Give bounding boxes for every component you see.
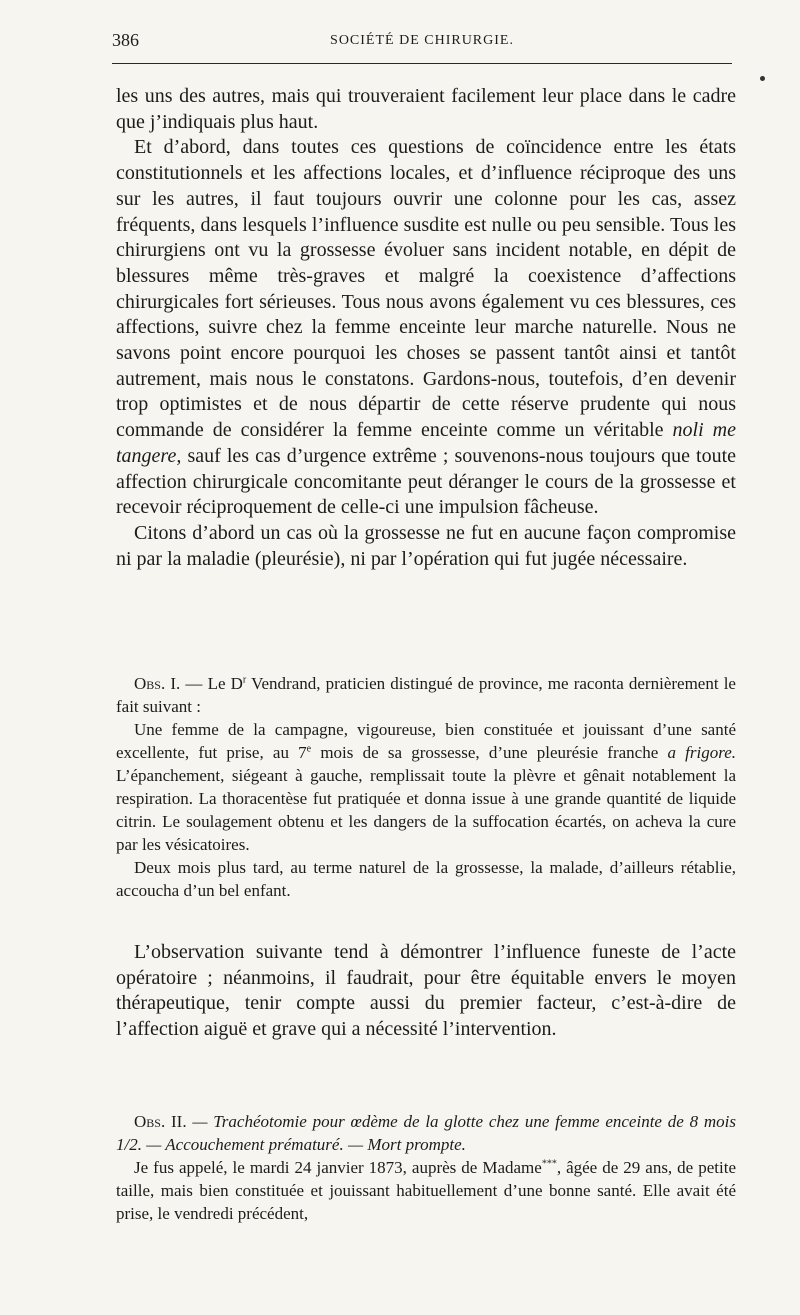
obs2-title: Obs. II. — Trachéotomie pour œdème de la glotte chez une femme enceinte de 8 mois 1/2. — Accouchement prématuré. — Mort prompte. [116, 1112, 737, 1154]
obs1-lead: Obs. I. — Le $D^r$ Vendrand, praticien distingué de province, me raconta dernièrement le fait suivant : [116, 674, 736, 716]
obs1-paragraph-1: Une femme de la campagne, vigoureuse, bien constituée et jouissant d’une santé excellente, fut prise, au 7e mois de sa grossesse, d’une pleurésie franche a frigore. L’épanchement, siégeant à gauche, remplissait toute la plèvre et gênait notablement la respiration. La thoracentèse fut pratiquée et donna issue à une grande quantité de liquide citrin. Le soulagement obtenu et les dangers de la suffocation écartés, on acheva la cure par les vésicatoires. [116, 720, 737, 854]
obs2-paragraph-1: Je fus appelé, le mardi 24 janvier 1873, auprès de Madame***, âgée de 29 ans, de petite taille, mais bien constituée et jouissant habituellement d’une bonne santé. Elle avait été prise, le vendredi précédent, [116, 1158, 736, 1223]
main-text-block-1 [116, 84, 736, 572]
paragraph-observation-suivante: L’observation suivante tend à démontrer l’influence funeste de l’acte opératoire ; néanmoins, il faudrait, pour être équitable envers le moyen thérapeutique, tenir compte aussi du premier facteur, c’est-à-dire de l’affection aiguë et grave qui a nécessité l’intervention. [116, 941, 736, 1041]
observation-1 [116, 672, 736, 902]
page-header [112, 30, 732, 52]
paragraph-et-dabord: Et d’abord, dans toutes ces questions de coïncidence entre les états constitutionnels et les affections locales, et d’influence réciproque des uns sur les autres, il faut toujours ouvrir une colonne pour les cas, assez fréquents, dans lesquels l’influence susdite est nulle ou peu sensible. Tous les chirurgiens ont vu la grossesse évoluer sans incident notable, en dépit de blessures même très-graves et malgré la coexistence d’affections chirurgicales fort sérieuses. Tous nous avons également vu ces blessures, ces affections, suivre chez la femme enceinte leur marche naturelle. Nous ne savons point encore pourquoi les choses se passent tantôt ainsi et tantôt autrement, mais nous le constatons. Gardons-nous, toutefois, d’en devenir trop optimistes et de nous départir de cette réserve prudente qui nous commande de considérer la femme enceinte comme un véritable noli me tangere, sauf les cas d’urgence extrême ; souvenons-nous toujours que toute affection chirurgicale concomitante peut déranger le cours de la grossesse et recevoir réciproquement de celle-ci une impulsion fâcheuse. [116, 136, 737, 519]
obs2-label: Obs. II. [134, 1112, 187, 1131]
running-title: SOCIÉTÉ DE CHIRURGIE. [330, 33, 514, 48]
obs1-label: Obs. I. [134, 674, 181, 693]
ink-speck [760, 76, 765, 81]
paragraph-citons: Citons d’abord un cas où la grossesse ne fut en aucune façon compromise ni par la maladie (pleurésie), ni par l’opération qui fut jugée nécessaire. [116, 521, 736, 570]
obs1-paragraph-2: Deux mois plus tard, au terme naturel de la grossesse, la malade, d’ailleurs rétablie, accoucha d’un bel enfant. [116, 858, 736, 900]
main-text-block-2 [116, 940, 736, 1043]
italic-phrase: noli me tangere, [116, 419, 737, 467]
observation-2 [116, 1110, 736, 1225]
page-number: 386 [112, 30, 139, 50]
header-rule [112, 63, 732, 64]
paragraph-continuation: les uns des autres, mais qui trouveraient facilement leur place dans le cadre que j’indiquais plus haut. [116, 85, 736, 133]
